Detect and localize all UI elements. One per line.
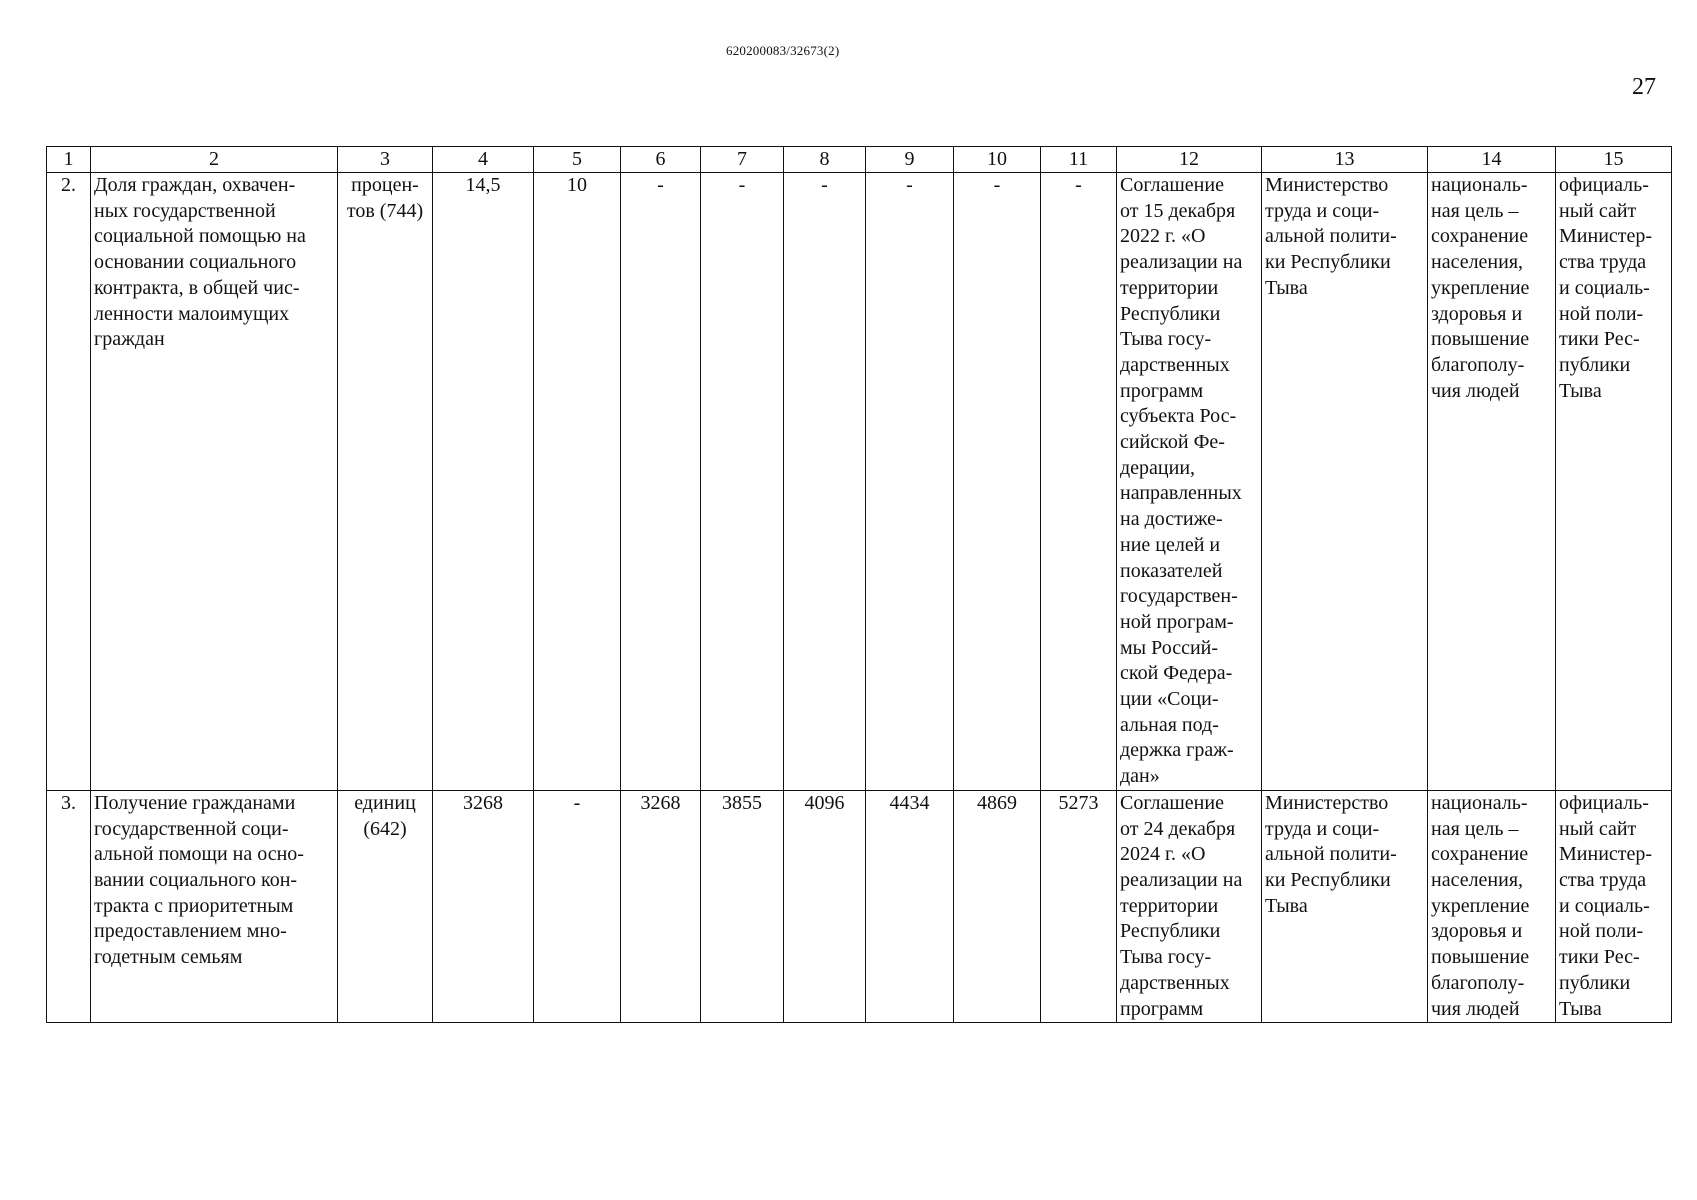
value-cell: 4096 [784,790,866,1022]
column-header: 4 [433,147,534,173]
unit-cell: процен- тов (744) [338,173,433,791]
source-cell: официаль- ный сайт Министер- ства труда и социаль- ной поли- тики Рес- публики Тыва [1556,173,1672,791]
national-goal-cell: националь- ная цель – сохранение населения, укрепление здоровья и повышение благополу- чия людей [1428,173,1556,791]
agreement-cell: Соглашение от 15 декабря 2022 г. «О реализации на территории Республики Тыва госу- дарственных программ субъекта Рос- сийской Фе- дерации, направленных на достиже- ние целей и показателей государствен- ной програм- мы Россий- ской Федера- ции «Соци- альная под- держка граж- дан» [1117,173,1262,791]
column-header: 6 [621,147,701,173]
value-cell: - [784,173,866,791]
responsible-cell: Министерство труда и соци- альной полити- ки Республики Тыва [1262,173,1428,791]
page-number: 27 [1632,74,1656,100]
column-header: 8 [784,147,866,173]
column-header: 13 [1262,147,1428,173]
indicators-table [46,146,1672,1023]
responsible-cell: Министерство труда и соци- альной полити- ки Республики Тыва [1262,790,1428,1022]
value-cell: 3268 [433,790,534,1022]
document-number: 620200083/32673(2) [726,43,840,58]
column-header: 7 [701,147,784,173]
value-cell: - [621,173,701,791]
column-header: 11 [1041,147,1117,173]
value-cell: - [954,173,1041,791]
value-cell: 4869 [954,790,1041,1022]
column-header: 3 [338,147,433,173]
row-number: 3. [47,790,91,1022]
value-cell: 14,5 [433,173,534,791]
table-row [47,790,1672,1022]
column-number-row [47,147,1672,173]
indicator-name: Получение гражданами государственной соци- альной помощи на осно- вании социального кон- тракта с приоритетным предоставлением мно- годетным семьям [91,790,338,1022]
agreement-cell: Соглашение от 24 декабря 2024 г. «О реализации на территории Республики Тыва госу- дарственных программ [1117,790,1262,1022]
national-goal-cell: националь- ная цель – сохранение населения, укрепление здоровья и повышение благополу- чия людей [1428,790,1556,1022]
column-header: 2 [91,147,338,173]
column-header: 12 [1117,147,1262,173]
value-cell: 5273 [1041,790,1117,1022]
value-cell: - [1041,173,1117,791]
value-cell: - [534,790,621,1022]
table-row [47,173,1672,791]
value-cell: 4434 [866,790,954,1022]
column-header: 1 [47,147,91,173]
column-header: 14 [1428,147,1556,173]
column-header: 9 [866,147,954,173]
indicator-name: Доля граждан, охвачен- ных государственной социальной помощью на основании социального контракта, в общей чис- ленности малоимущих граждан [91,173,338,791]
unit-cell: единиц (642) [338,790,433,1022]
column-header: 15 [1556,147,1672,173]
value-cell: 10 [534,173,621,791]
column-header: 5 [534,147,621,173]
value-cell: - [866,173,954,791]
value-cell: 3268 [621,790,701,1022]
source-cell: официаль- ный сайт Министер- ства труда и социаль- ной поли- тики Рес- публики Тыва [1556,790,1672,1022]
value-cell: - [701,173,784,791]
value-cell: 3855 [701,790,784,1022]
column-header: 10 [954,147,1041,173]
row-number: 2. [47,173,91,791]
